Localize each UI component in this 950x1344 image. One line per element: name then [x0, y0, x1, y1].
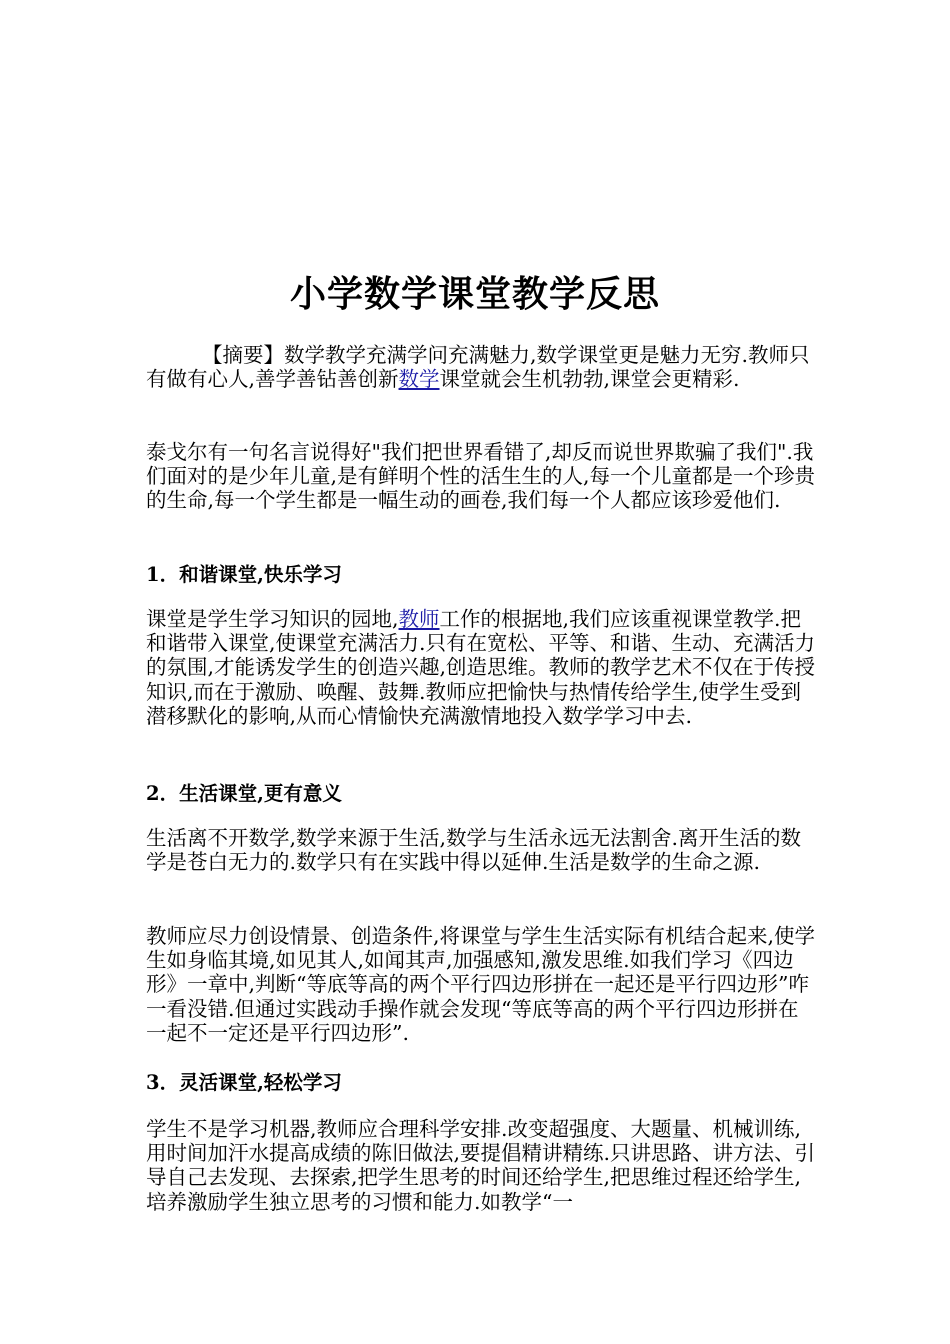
document-title: 小学数学课堂教学反思: [289, 273, 660, 315]
section-3-paragraph-1: 学生不是学习机器,教师应合理科学安排.改变超强度、大题量、机械训练,用时间加汗水提高成绩的陈旧做法,要提倡精讲精练.只讲思路、讲方法、引导自己去发现、去探索,把学生思考的时间还给学生,把思维过程还给学生,培养激励学生独立思考的习惯和能力.如教学“一: [146, 1117, 816, 1214]
abstract-paragraph: [146, 343, 816, 391]
abstract-text-before-link: 数学教学充满学问充满魅力,数学课堂更是魅力无穷.教师只有做有心人,善学善钻善创新: [146, 343, 810, 392]
section-2-heading: 2．生活课堂,更有意义: [146, 782, 342, 805]
intro-paragraph: 泰戈尔有一句名言说得好"我们把世界看错了,却反而说世界欺骗了我们".我们面对的是少年儿童,是有鲜明个性的活生生的人,每一个儿童都是一个珍贵的生命,每一个学生都是一幅生动的画卷,我们每一个人都应该珍爱他们.: [146, 440, 816, 513]
math-link[interactable]: 数学: [398, 367, 440, 392]
section-2-paragraph-1: 生活离不开数学,数学来源于生活,数学与生活永远无法割舍.离开生活的数学是苍白无力的.数学只有在实践中得以延伸.生活是数学的生命之源.: [146, 826, 802, 875]
abstract-text-after-link: 课堂就会生机勃勃,课堂会更精彩.: [439, 367, 740, 392]
section-2-paragraph-2: 教师应尽力创设情景、创造条件,将课堂与学生生活实际有机结合起来,使学生如身临其境,如见其人,如闻其声,加强感知,激发思维.如我们学习《四边形》一章中,判断“等底等高的两个平行四边形拼在一起还是平行四边形”咋一看没错.但通过实践动手操作就会发现“等底等高的两个平行四边形拼在一起不一定还是平行四边形”.: [146, 924, 816, 1045]
section-3-heading: 3．灵活课堂,轻松学习: [146, 1071, 342, 1094]
abstract-label: 【摘要】: [202, 343, 284, 367]
section-1-text-before-link: 课堂是学生学习知识的园地,: [146, 607, 399, 631]
section-1-paragraph: [146, 607, 816, 728]
teacher-link[interactable]: 教师: [398, 607, 440, 631]
section-1-heading: 1．和谐课堂,快乐学习: [146, 563, 342, 586]
section-1-text-after-link: 工作的根据地,我们应该重视课堂教学.把和谐带入课堂,使课堂充满活力.只有在宽松、平等、和谐、生动、充满活力的氛围,才能诱发学生的创造兴趣,创造思维。教师的教学艺术不仅在于传授知识,而在于激励、唤醒、鼓舞.教师应把愉快与热情传给学生,使学生受到潜移默化的影响,从而心情愉快充满激情地投入数学学习中去.: [146, 607, 816, 728]
